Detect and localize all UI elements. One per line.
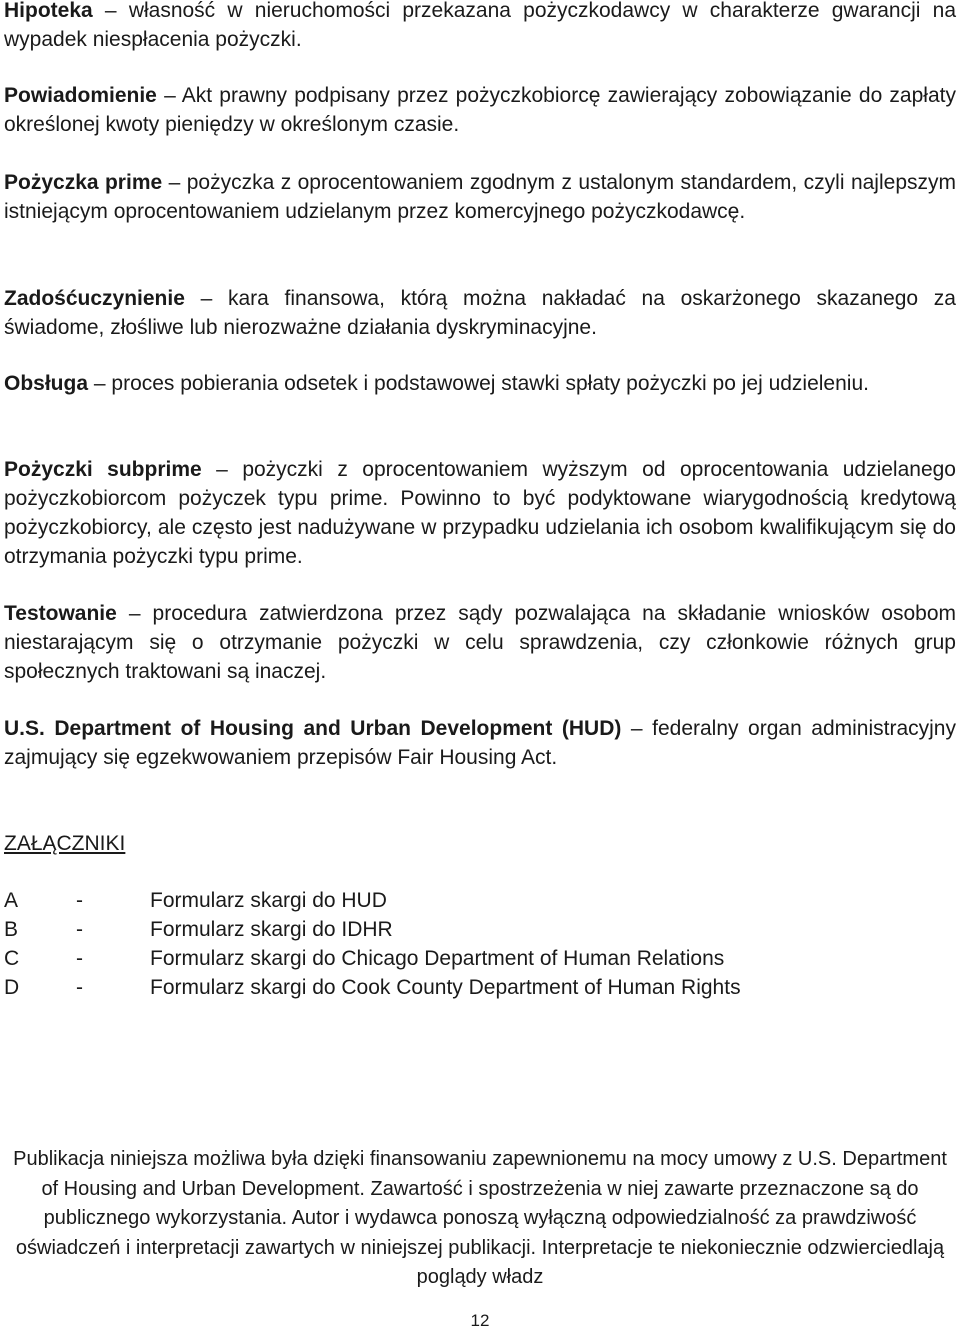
attachment-letter: A bbox=[4, 889, 19, 912]
em-dash: – bbox=[168, 171, 181, 194]
glossary-entry-pozyczki-subprime bbox=[4, 455, 956, 571]
glossary-definition: proces pobierania odsetek i podstawowej stawki spłaty pożyczki po jej udzieleniu. bbox=[111, 372, 869, 395]
em-dash: – bbox=[200, 287, 213, 310]
attachment-letter: B bbox=[4, 918, 19, 941]
glossary-definition: Akt prawny podpisany przez pożyczkobiorcę zawierający zobowiązanie do zapłaty określonej kwoty pieniędzy w określonym czasie. bbox=[4, 84, 956, 136]
glossary-entry-pozyczka-prime bbox=[4, 168, 956, 226]
attachments-heading: ZAŁĄCZNIKI bbox=[4, 832, 126, 855]
attachment-separator: - bbox=[76, 976, 83, 999]
glossary-entry-zadoscuczynienie bbox=[4, 284, 956, 342]
glossary-entry-powiadomienie bbox=[4, 81, 956, 139]
attachment-description: Formularz skargi do Chicago Department of Human Relations bbox=[150, 947, 725, 970]
glossary-term: Testowanie bbox=[4, 602, 117, 625]
funding-disclaimer: Publikacja niniejsza możliwa była dzięki finansowaniu zapewnionemu na mocy umowy z U.S. Department of Housing and Urban Development. Zawartość i spostrzeżenia w niej zawarte przeznaczone są do publicznego wykorzystania. Autor i wydawca ponoszą wyłączną odpowiedzialność za prawdziwość oświadczeń i interpretacji zawartych w niniejszej publikacji. Interpretacje te niekoniecznie odzwierciedlają poglądy władz bbox=[13, 1148, 947, 1288]
glossary-entry-hud bbox=[4, 714, 956, 772]
glossary-definition: kara finansowa, którą można nakładać na oskarżonego skazanego za świadome, złośliwe lub nierozważne działania dyskryminacyjne. bbox=[4, 287, 956, 339]
attachment-description: Formularz skargi do Cook County Department of Human Rights bbox=[150, 976, 741, 999]
em-dash: – bbox=[216, 458, 228, 481]
em-dash: – bbox=[630, 717, 643, 740]
glossary-definition: federalny organ administracyjny zajmujący się egzekwowaniem przepisów Fair Housing Act. bbox=[4, 717, 956, 769]
attachment-separator: - bbox=[76, 889, 83, 912]
attachment-letter: D bbox=[4, 976, 20, 999]
glossary-definition: własność w nieruchomości przekazana pożyczkodawcy w charakterze gwarancji na wypadek niespłacenia pożyczki. bbox=[4, 0, 956, 51]
attachment-letter: C bbox=[4, 947, 20, 970]
glossary-definition: pożyczki z oprocentowaniem wyższym od oprocentowania udzielanego pożyczkobiorcom pożyczek typu prime. Powinno to być podyktowane wiarygodnością kredytową pożyczkobiorcy, ale często jest nadużywane w przypadku udzielania ich osobom kwalifikującym się do otrzymania pożyczki typu prime. bbox=[4, 458, 956, 568]
attachment-separator: - bbox=[76, 918, 83, 941]
glossary-entry-obsluga bbox=[4, 369, 956, 398]
glossary-term: Pożyczka prime bbox=[4, 171, 163, 194]
glossary-term: Pożyczki subprime bbox=[4, 458, 202, 481]
attachment-separator: - bbox=[76, 947, 83, 970]
glossary-term: Zadośćuczynienie bbox=[4, 287, 185, 310]
em-dash: – bbox=[164, 84, 176, 107]
glossary-definition: procedura zatwierdzona przez sądy pozwalająca na składanie wniosków osobom niestarającym się o otrzymanie pożyczki w celu sprawdzenia, czy członkowie różnych grup społecznych traktowani są inaczej. bbox=[4, 602, 956, 683]
glossary-entry-testowanie bbox=[4, 599, 956, 686]
em-dash: – bbox=[93, 372, 106, 395]
em-dash: – bbox=[128, 602, 141, 625]
glossary-entry-hipoteka bbox=[4, 0, 956, 54]
page-number: 12 bbox=[470, 1311, 490, 1330]
attachment-description: Formularz skargi do IDHR bbox=[150, 918, 393, 941]
glossary-definition: pożyczka z oprocentowaniem zgodnym z ustalonym standardem, czyli najlepszym istniejącym oprocentowaniem udzielanym przez komercyjnego pożyczkodawcę. bbox=[4, 171, 956, 223]
glossary-term: Obsługa bbox=[4, 372, 89, 395]
glossary-term: U.S. Department of Housing and Urban Development (HUD) bbox=[4, 717, 622, 740]
glossary-term: Hipoteka bbox=[4, 0, 93, 22]
attachment-description: Formularz skargi do HUD bbox=[150, 889, 387, 912]
em-dash: – bbox=[104, 0, 117, 22]
glossary-term: Powiadomienie bbox=[4, 84, 157, 107]
